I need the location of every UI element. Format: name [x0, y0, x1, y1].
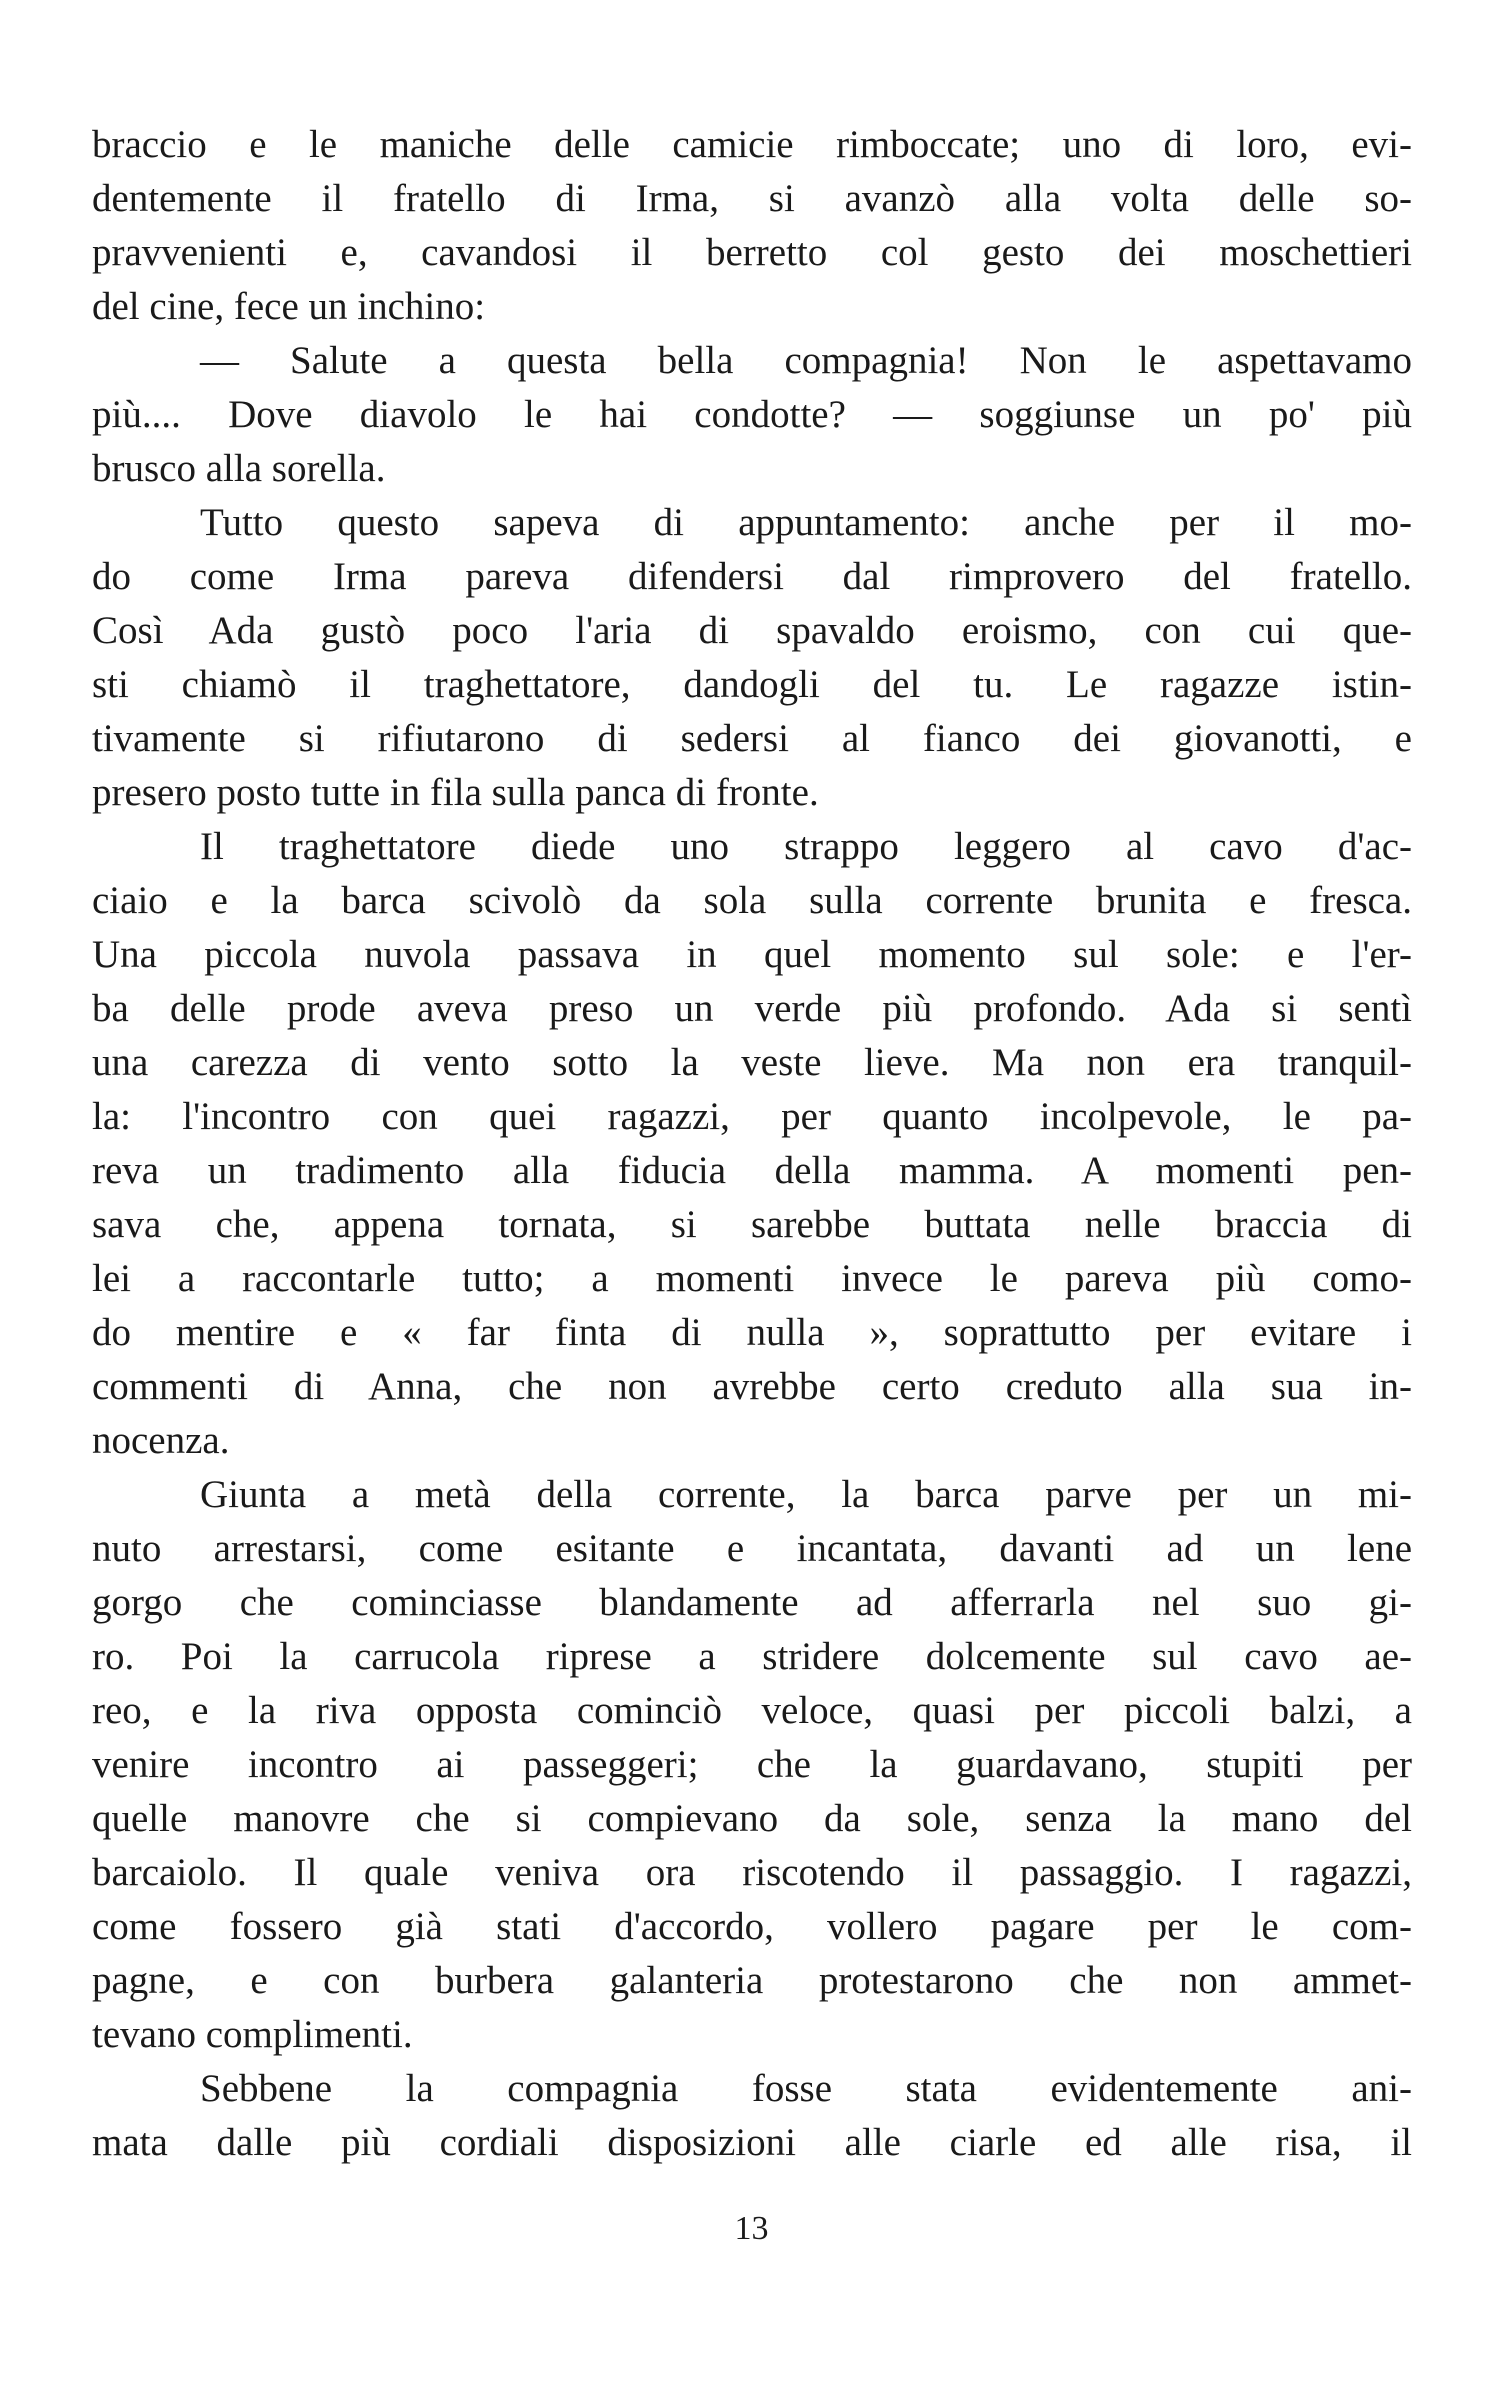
body-text — [92, 118, 1412, 2170]
text-line: reva un tradimento alla fiducia della mamma. A momenti pen- — [92, 1149, 1412, 1192]
text-line: do mentire e « far finta di nulla », soprattutto per evitare i — [92, 1311, 1412, 1354]
text-line: pagne, e con burbera galanteria protestarono che non ammet- — [92, 1959, 1412, 2002]
text-line: dentemente il fratello di Irma, si avanzò alla volta delle so- — [92, 177, 1412, 220]
text-line: ba delle prode aveva preso un verde più profondo. Ada si sentì — [92, 987, 1412, 1030]
text-line: la: l'incontro con quei ragazzi, per quanto incolpevole, le pa- — [92, 1095, 1412, 1138]
text-line: lei a raccontarle tutto; a momenti invece le pareva più como- — [92, 1257, 1412, 1300]
text-line: braccio e le maniche delle camicie rimboccate; uno di loro, evi- — [92, 123, 1412, 166]
text-line: ciaio e la barca scivolò da sola sulla corrente brunita e fresca. — [92, 879, 1412, 922]
text-line: nuto arrestarsi, come esitante e incantata, davanti ad un lene — [92, 1527, 1412, 1570]
text-line: mata dalle più cordiali disposizioni alle ciarle ed alle risa, il — [92, 2121, 1412, 2164]
text-line: do come Irma pareva difendersi dal rimprovero del fratello. — [92, 555, 1412, 598]
text-line: Tutto questo sapeva di appuntamento: anche per il mo- — [200, 501, 1412, 544]
text-line: più.... Dove diavolo le hai condotte? — soggiunse un po' più — [92, 393, 1412, 436]
text-line: quelle manovre che si compievano da sole, senza la mano del — [92, 1797, 1412, 1840]
text-line: brusco alla sorella. — [92, 447, 386, 490]
text-line: sti chiamò il traghettatore, dandogli del tu. Le ragazze istin- — [92, 663, 1412, 706]
text-line: Giunta a metà della corrente, la barca parve per un mi- — [200, 1473, 1412, 1516]
text-line: presero posto tutte in fila sulla panca di fronte. — [92, 771, 819, 814]
text-line: gorgo che cominciasse blandamente ad afferrarla nel suo gi- — [92, 1581, 1412, 1624]
text-line: Così Ada gustò poco l'aria di spavaldo eroismo, con cui que- — [92, 609, 1412, 652]
text-line: Sebbene la compagnia fosse stata evidentemente ani- — [200, 2067, 1412, 2110]
text-line: sava che, appena tornata, si sarebbe buttata nelle braccia di — [92, 1203, 1412, 1246]
page-number: 13 — [734, 2210, 769, 2247]
text-line: pravvenienti e, cavandosi il berretto col gesto dei moschettieri — [92, 231, 1412, 274]
text-line: ro. Poi la carrucola riprese a stridere dolcemente sul cavo ae- — [92, 1635, 1412, 1678]
text-line: commenti di Anna, che non avrebbe certo creduto alla sua in- — [92, 1365, 1412, 1408]
text-line: Una piccola nuvola passava in quel momento sul sole: e l'er- — [92, 933, 1412, 976]
text-line: del cine, fece un inchino: — [92, 285, 486, 328]
text-line: venire incontro ai passeggeri; che la guardavano, stupiti per — [92, 1743, 1412, 1786]
text-line: reo, e la riva opposta cominciò veloce, quasi per piccoli balzi, a — [92, 1689, 1412, 1732]
text-line: una carezza di vento sotto la veste lieve. Ma non era tranquil- — [92, 1041, 1412, 1084]
text-line: nocenza. — [92, 1419, 230, 1462]
text-line: tivamente si rifiutarono di sedersi al fianco dei giovanotti, e — [92, 717, 1412, 760]
text-line: come fossero già stati d'accordo, vollero pagare per le com- — [92, 1905, 1412, 1948]
text-line: barcaiolo. Il quale veniva ora riscotendo il passaggio. I ragazzi, — [92, 1851, 1412, 1894]
text-line: Il traghettatore diede uno strappo leggero al cavo d'ac- — [200, 825, 1412, 868]
text-line: tevano complimenti. — [92, 2013, 413, 2056]
text-line: — Salute a questa bella compagnia! Non le aspettavamo — [200, 339, 1412, 382]
